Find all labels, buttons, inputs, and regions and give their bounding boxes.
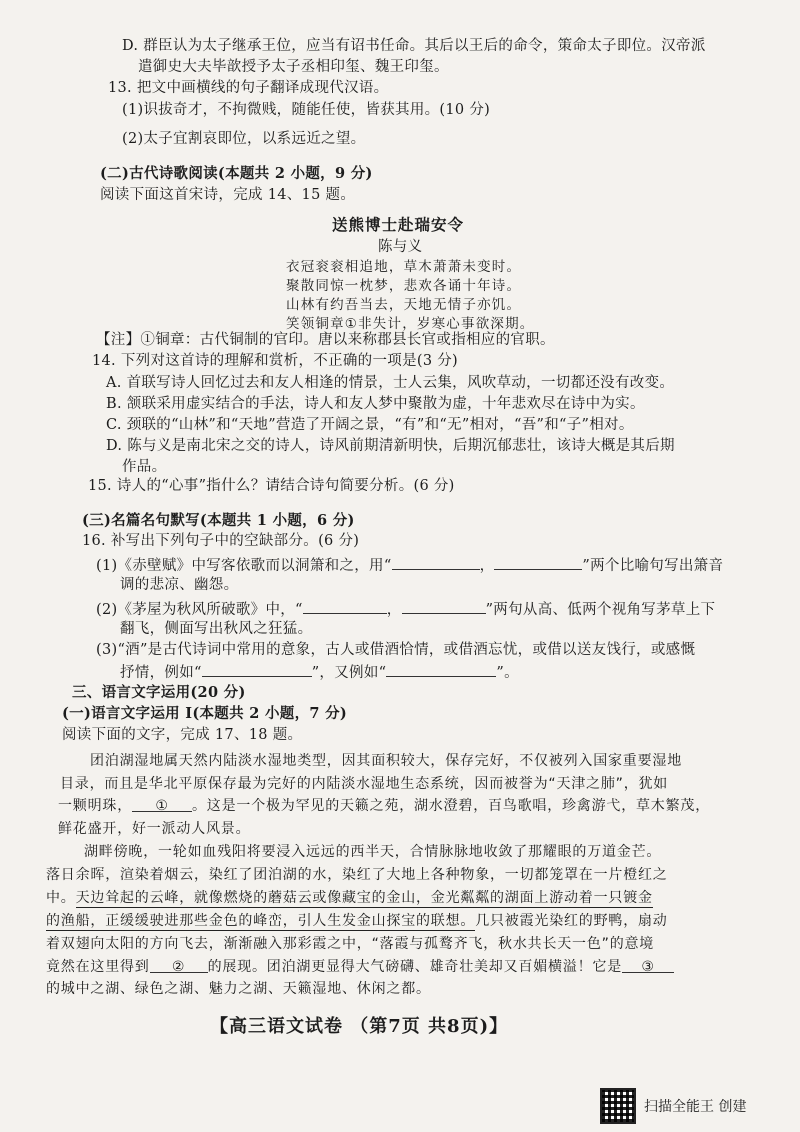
scanner-watermark — [600, 1088, 746, 1124]
watermark-text: 扫描全能王 创建 — [644, 1099, 747, 1115]
poem-line: 衣冠衮衮相追地，草木萧萧未变时。 — [286, 259, 522, 275]
q14-stem: 14. 下列对这首诗的理解和赏析，不正确的一项是(3 分) — [92, 353, 459, 369]
qr-code-icon — [600, 1088, 636, 1124]
passage-line: 湖畔傍晚，一轮如血残阳将要浸入远远的西半天，合情脉脉地收敛了那耀眼的万道金芒。 — [84, 844, 662, 860]
answer-blank[interactable] — [386, 662, 496, 677]
section2-instruction: 阅读下面这首宋诗，完成 14、15 题。 — [100, 187, 356, 203]
passage-text: 的展现。团泊湖更显得大气磅礴、雄奇壮美却又百媚横溢！它是 — [207, 959, 623, 975]
passage-line: 的城中之湖、绿色之湖、魅力之湖、天籁湿地、休闲之都。 — [46, 981, 431, 997]
poem-note: 【注】①铜章：古代铜制的官印。唐以来称郡县长官或指相应的官职。 — [96, 332, 555, 348]
q16-item3-line1: (3)“酒”是古代诗词中常用的意象，古人或借酒恰情，或借酒忘忧，或借以送友饯行，或感慨 — [96, 642, 696, 658]
q14-option-c: C. 颈联的“山林”和“天地”营造了开阔之景，“有”和“无”相对，“吾”和“子”相对。 — [106, 417, 634, 433]
q13-item2: (2)太子宜割哀即位，以系远近之望。 — [122, 131, 366, 147]
part3-instruction: 阅读下面的文字，完成 17、18 题。 — [62, 727, 303, 743]
q12-option-d-line1: D. 群臣认为太子继承王位，应当有诏书任命。其后以王后的命令，策命太子即位。汉帝派 — [122, 38, 706, 54]
answer-blank[interactable] — [202, 662, 312, 677]
underlined-sentence: 的渔船，正缓缓驶进那些金色的峰峦，引人生发金山探宝的联想。 — [46, 913, 476, 929]
q16-item3-text-c: ”，又例如“ — [311, 665, 387, 681]
poem-author: 陈与义 — [378, 239, 423, 255]
q14-option-b: B. 颔联采用虚实结合的手法，诗人和友人梦中聚散为虚，十年悲欢尽在诗中为实。 — [106, 396, 645, 412]
q16-item1-text-a: (1)《赤壁赋》中写客依歌而以洞箫和之，用“ — [96, 558, 392, 574]
poem-line: 山林有约吾当去，天地无情子亦饥。 — [286, 297, 522, 313]
q14-option-d-line1: D. 陈与义是南北宋之交的诗人，诗风前期清新明快，后期沉郁悲壮，该诗大概是其后期 — [106, 438, 675, 454]
q16-item2-line2: 翻飞，侧面写出秋风之狂猛。 — [120, 621, 313, 637]
passage-text: 竟然在这里得到 — [46, 959, 150, 975]
q16-stem: 16. 补写出下列句子中的空缺部分。(6 分) — [82, 533, 360, 549]
passage-text: 。这是一个极为罕见的天籁之苑，湖水澄碧，百鸟歌唱，珍禽游弋，草木繁茂， — [192, 798, 710, 814]
passage-line — [58, 797, 710, 815]
section2-heading: (二)古代诗歌阅读(本题共 2 小题，9 分) — [100, 165, 373, 182]
poem-line: 聚散同惊一枕梦，悲欢各诵十年诗。 — [286, 278, 522, 294]
passage-line: 团泊湖湿地属天然内陆淡水湿地类型，因其面积较大，保存完好，不仅被列入国家重要湿地 — [90, 753, 682, 769]
q16-item2-text-a: (2)《茅屋为秋风所破歌》中，“ — [96, 602, 303, 618]
passage-text: 几只被霞光染红的野鸭，扇动 — [475, 913, 668, 929]
q16-item2-line1 — [96, 599, 715, 619]
passage-line — [46, 889, 653, 907]
blank-1[interactable]: ① — [132, 797, 192, 812]
blank-2[interactable]: ② — [150, 958, 208, 973]
q16-item2-comma: ， — [386, 602, 402, 618]
underlined-sentence: 天边耸起的云峰，就像燃烧的蘑菇云或像藏宝的金山，金光粼粼的湖面上游动着一只镀金 — [75, 890, 653, 906]
poem-title: 送熊博士赴瑞安令 — [332, 215, 465, 234]
answer-blank[interactable] — [303, 599, 387, 614]
answer-blank[interactable] — [494, 555, 582, 570]
q16-item1-line2: 调的悲凉、幽怨。 — [120, 577, 239, 593]
answer-blank[interactable] — [392, 555, 480, 570]
q12-option-d-line2: 遣御史大夫毕歆授予太子丞相印玺、魏王印玺。 — [138, 59, 449, 75]
answer-blank[interactable] — [402, 599, 486, 614]
q13-item1: (1)识拔奇才，不拘微贱，随能任使，皆获其用。(10 分) — [122, 102, 491, 118]
q16-item1-comma: ， — [479, 558, 495, 574]
passage-line: 着双翅向太阳的方向飞去，渐渐融入那彩霞之中，“落霞与孤鹜齐飞，秋水共长天一色”的意境 — [46, 936, 655, 952]
q15-stem: 15. 诗人的“心事”指什么？请结合诗句简要分析。(6 分) — [88, 478, 455, 494]
passage-line: 落日余晖，渲染着烟云，染红了团泊湖的水，染红了大地上各种物象，一切都笼罩在一片橙红之 — [46, 867, 668, 883]
q16-item1-line1 — [96, 555, 723, 575]
page-footer: 【高三语文试卷 （第7页 共8页)】 — [210, 1016, 509, 1037]
q16-item1-text-b: ”两个比喻句写出箫音 — [582, 558, 724, 574]
q16-item3-text-d: ”。 — [496, 665, 519, 681]
passage-text: 一颗明珠， — [58, 798, 132, 814]
q14-option-a: A. 首联写诗人回忆过去和友人相逢的情景，士人云集，风吹草动，一切都还没有改变。 — [106, 375, 675, 391]
section3-heading: (三)名篇名句默写(本题共 1 小题，6 分) — [82, 512, 355, 529]
part3-heading: 三、语言文字运用(20 分) — [72, 684, 246, 701]
passage-line — [46, 958, 674, 976]
part3-subheading: (一)语言文字运用 Ⅰ(本题共 2 小题，7 分) — [62, 705, 348, 722]
q16-item3-text-b: 抒情，例如“ — [120, 665, 202, 681]
q13-stem: 13. 把文中画横线的句子翻译成现代汉语。 — [108, 80, 389, 96]
q14-option-d-line2: 作品。 — [122, 459, 167, 475]
passage-line: 目录，而且是华北平原保存最为完好的内陆淡水湿地生态系统，因而被誉为“天津之肺”，犹如 — [60, 776, 669, 792]
passage-line — [46, 912, 668, 930]
passage-text: 中。 — [46, 890, 76, 906]
blank-3[interactable]: ③ — [622, 958, 674, 973]
passage-line: 鲜花盛开，好一派动人风景。 — [58, 821, 251, 837]
q16-item3-line2 — [120, 662, 519, 682]
poem-line: 笑领铜章①非失计，岁寒心事欲深期。 — [286, 316, 535, 332]
q16-item2-text-b: ”两句从高、低两个视角写茅草上下 — [485, 602, 716, 618]
